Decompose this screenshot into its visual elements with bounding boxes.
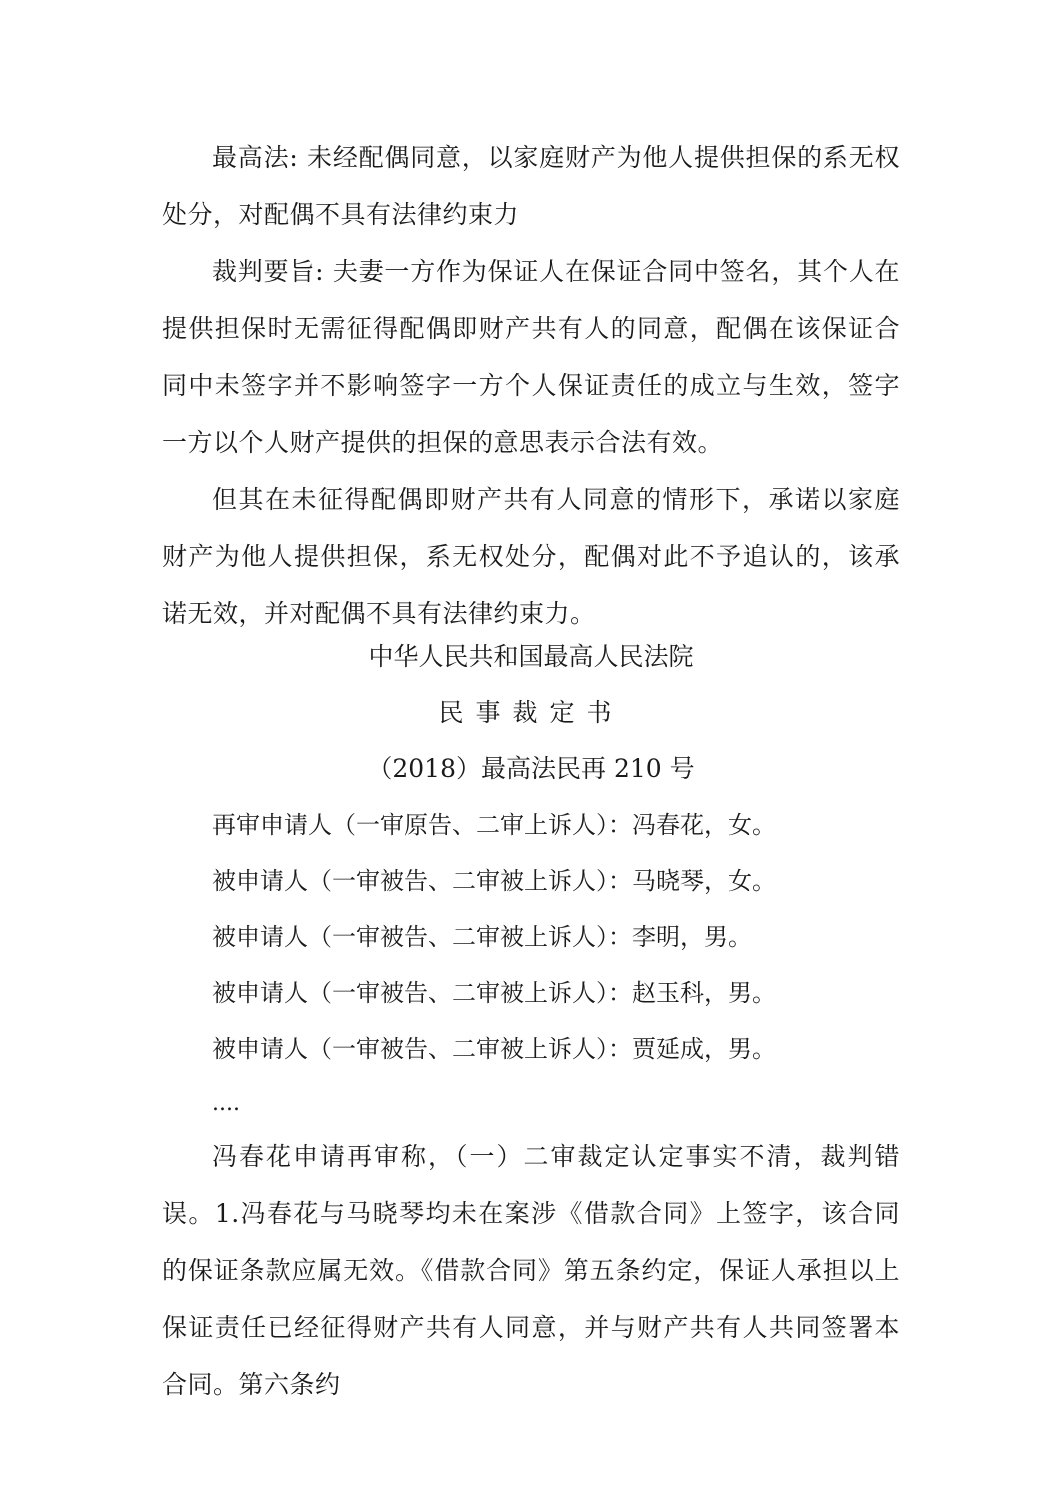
article-title-paragraph: 最高法: 未经配偶同意，以家庭财产为他人提供担保的系无权处分，对配偶不具有法律约束力: [162, 143, 900, 229]
party-line-respondent-2: 被申请人（一审被告、二审被上诉人）：李明，男。: [212, 923, 752, 951]
party-line-applicant: 再审申请人（一审原告、二审上诉人）：冯春花，女。: [212, 811, 776, 839]
omission-ellipsis: ....: [212, 1091, 240, 1116]
document-type-heading: 民事裁定书: [438, 698, 624, 727]
court-name-heading: 中华人民共和国最高人民法院: [368, 642, 694, 671]
judgment-gist-continuation-paragraph: 但其在未征得配偶即财产共有人同意的情形下，承诺以家庭财产为他人提供担保，系无权处分，配偶对此不予追认的，该承诺无效，并对配偶不具有法律约束力。: [162, 485, 900, 628]
party-line-respondent-4: 被申请人（一审被告、二审被上诉人）：贾延成，男。: [212, 1035, 776, 1063]
retrial-claim-paragraph: 冯春花申请再审称，（一）二审裁定认定事实不清，裁判错误。1.冯春花与马晓琴均未在案涉《借款合同》上签字，该合同的保证条款应属无效。《借款合同》第五条约定，保证人承担以上保证责任已经征得财产共有人同意，并与财产共有人共同签署本合同。第六条约: [162, 1142, 900, 1399]
party-line-respondent-3: 被申请人（一审被告、二审被上诉人）：赵玉科，男。: [212, 979, 776, 1007]
judgment-gist-paragraph: 裁判要旨: 夫妻一方作为保证人在保证合同中签名，其个人在提供担保时无需征得配偶即财产共有人的同意，配偶在该保证合同中未签字并不影响签字一方个人保证责任的成立与生效，签字一方以个人财产提供的担保的意思表示合法有效。: [162, 257, 900, 457]
party-line-respondent-1: 被申请人（一审被告、二审被上诉人）：马晓琴，女。: [212, 867, 776, 895]
case-number-heading: （2018）最高法民再 210 号: [367, 754, 695, 783]
